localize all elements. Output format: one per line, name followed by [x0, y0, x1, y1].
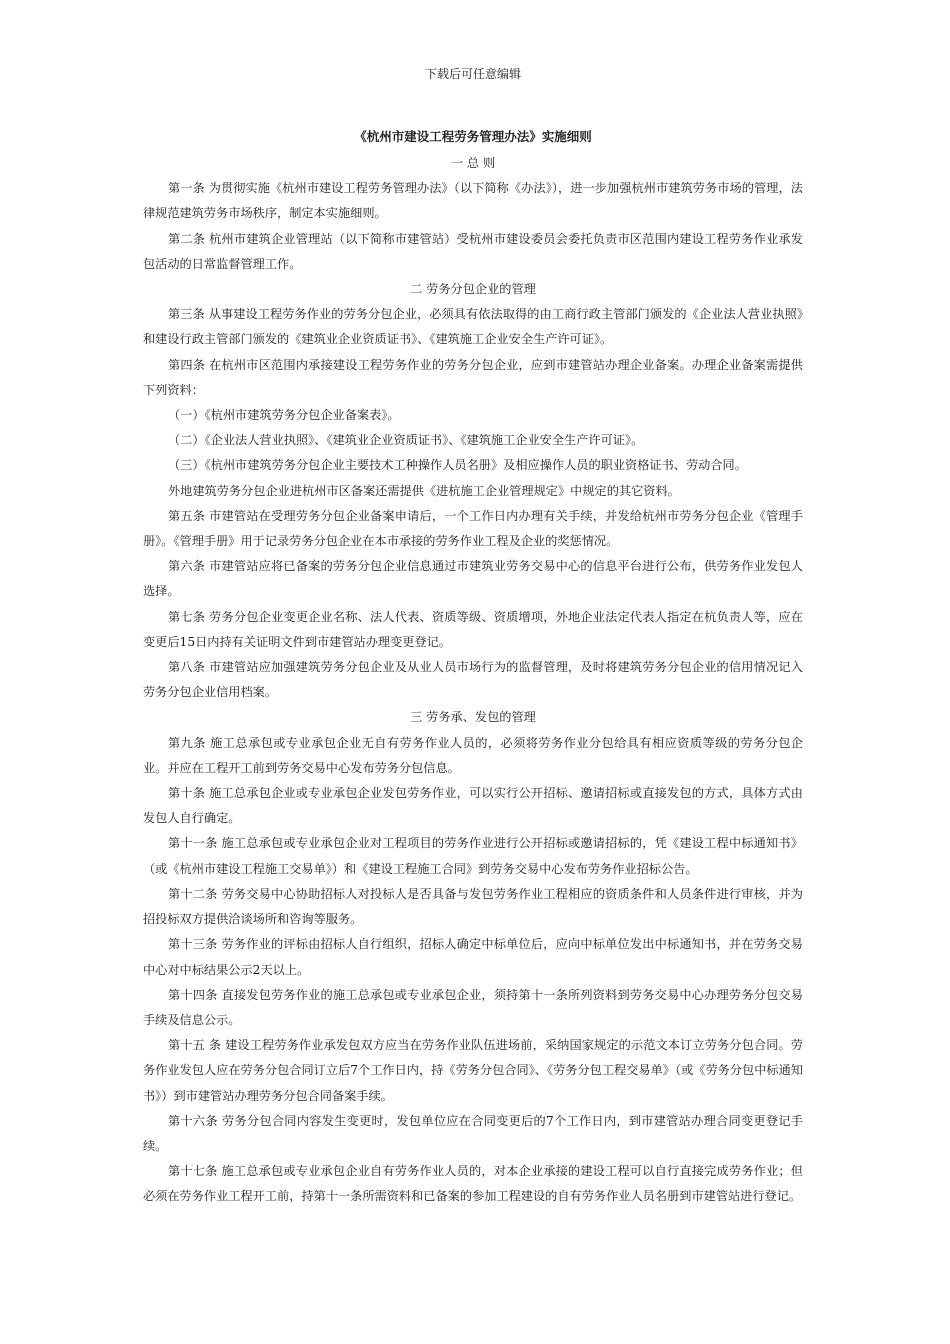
header-note: 下载后可任意编辑 [424, 67, 521, 81]
article-10: 第十条 施工总承包企业或专业承包企业发包劳务作业，可以实行公开招标、邀请招标或直接发包的方式，具体方式由发包人自行确定。 [143, 786, 803, 826]
article-4-item-1: （一）《杭州市建筑劳务分包企业备案表》。 [168, 408, 400, 423]
article-12: 第十二条 劳务交易中心协助招标人对投标人是否具备与发包劳务作业工程相应的资质条件和人员条件进行审核，并为招投标双方提供洽谈场所和咨询等服务。 [143, 886, 803, 927]
article-4-item-3: （三）《杭州市建筑劳务分包企业主要技术工种操作人员名册》及相应操作人员的职业资格证书、劳动合同。 [168, 458, 747, 473]
article-14: 第十四条 直接发包劳务作业的施工总承包或专业承包企业，须持第十一条所列资料到劳务交易中心办理劳务分包交易手续及信息公示。 [143, 987, 803, 1027]
article-13: 第十三条 劳务作业的评标由招标人自行组织，招标人确定中标单位后，应向中标单位发出中标通知书，并在劳务交易中心对中标结果公示2天以上。 [143, 937, 803, 977]
article-4-item-2: （二）《企业法人营业执照》、《建筑业企业资质证书》、《建筑施工企业安全生产许可证》。 [168, 433, 644, 448]
article-4-note: 外地建筑劳务分包企业进杭州市区备案还需提供《进杭施工企业管理规定》中规定的其它资料。 [168, 483, 680, 498]
article-11: 第十一条 施工总承包或专业承包企业对工程项目的劳务作业进行公开招标或邀请招标的，凭《建设工程中标通知书》（或《杭州市建设工程施工交易单》）和《建设工程施工合同》到劳务交易中心发布劳务作业招标公告。 [143, 836, 803, 876]
article-4: 第四条 在杭州市区范围内承接建设工程劳务作业的劳务分包企业，应到市建管站办理企业备案。办理企业备案需提供下列资料： [143, 357, 803, 397]
document-body [143, 151, 803, 1210]
section-heading-contracting-management: 三 劳务承、发包的管理 [410, 710, 536, 725]
article-3: 第三条 从事建设工程劳务作业的劳务分包企业，必须具有依法取得的由工商行政主管部门颁发的《企业法人营业执照》和建设行政主管部门颁发的《建筑业企业资质证书》、《建筑施工企业安全生产许可证》。 [143, 307, 803, 347]
article-6: 第六条 市建管站应将已备案的劳务分包企业信息通过市建筑业劳务交易中心的信息平台进行公布，供劳务作业发包人选择。 [143, 559, 803, 599]
section-heading-general: 一 总 则 [450, 156, 496, 170]
document-title: 《杭州市建设工程劳务管理办法》实施细则 [354, 129, 592, 144]
article-16: 第十六条 劳务分包合同内容发生变更时，发包单位应在合同变更后的7个工作日内，到市建管站办理合同变更登记手续。 [143, 1113, 803, 1153]
article-9: 第九条 施工总承包或专业承包企业无自有劳务作业人员的，必须将劳务作业分包给具有相应资质等级的劳务分包企业。并应在工程开工前到劳务交易中心发布劳务分包信息。 [143, 735, 803, 775]
article-7: 第七条 劳务分包企业变更企业名称、法人代表、资质等级、资质增项，外地企业法定代表人指定在杭负责人等，应在变更后15日内持有关证明文件到市建管站办理变更登记。 [143, 609, 803, 649]
article-2: 第二条 杭州市建筑企业管理站（以下简称市建管站）受杭州市建设委员会委托负责市区范围内建设工程劳务作业承发包活动的日常监督管理工作。 [143, 231, 803, 271]
article-1: 第一条 为贯彻实施《杭州市建设工程劳务管理办法》（以下简称《办法》），进一步加强杭州市建筑劳务市场的管理，法律规范建筑劳务市场秩序，制定本实施细则。 [143, 181, 803, 221]
article-8: 第八条 市建管站应加强建筑劳务分包企业及从业人员市场行为的监督管理，及时将建筑劳务分包企业的信用情况记入劳务分包企业信用档案。 [143, 660, 803, 700]
article-15: 第十五 条 建设工程劳务作业承发包双方应当在劳务作业队伍进场前，采纳国家规定的示范文本订立劳务分包合同。劳务作业发包人应在劳务分包合同订立后7个工作日内，持《劳务分包合同》、《劳务分包工程交易单》（或《劳务分包中标通知书》）到市建管站办理劳务分包合同备案手续。 [143, 1038, 803, 1103]
article-17: 第十七条 施工总承包或专业承包企业自有劳务作业人员的，对本企业承接的建设工程可以自行直接完成劳务作业；但必须在劳务作业工程开工前，持第十一条所需资料和已备案的参加工程建设的自有劳务作业人员名册到市建管站进行登记。 [143, 1164, 803, 1204]
article-5: 第五条 市建管站在受理劳务分包企业备案申请后，一个工作日内办理有关手续，并发给杭州市劳务分包企业《管理手册》。《管理手册》用于记录劳务分包企业在本市承接的劳务作业工程及企业的奖惩情况。 [143, 508, 803, 549]
section-heading-subcontractor-management: 二 劳务分包企业的管理 [410, 282, 536, 297]
